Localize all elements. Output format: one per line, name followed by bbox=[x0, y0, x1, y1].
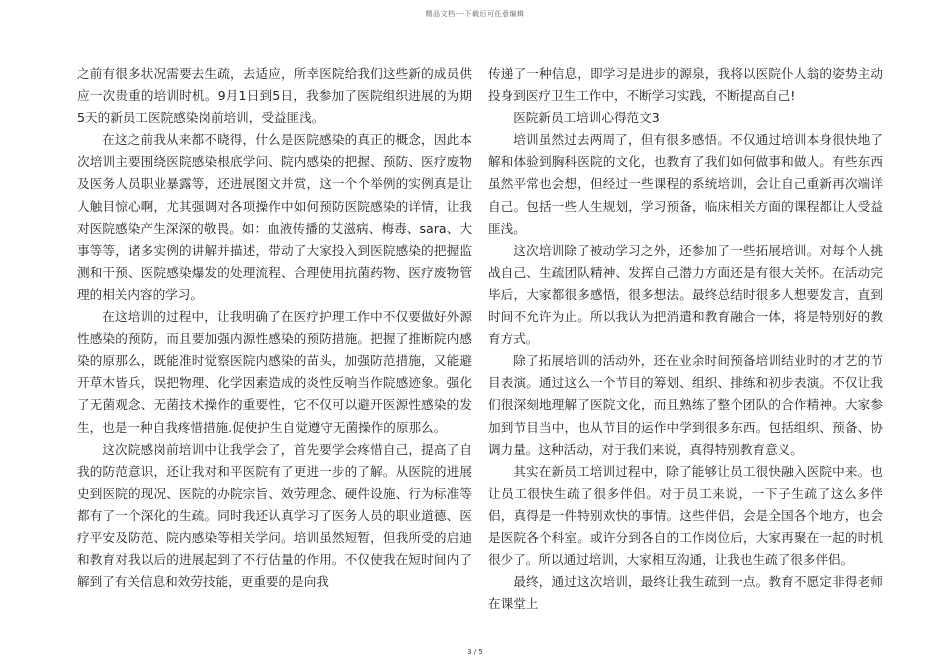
section-heading: 医院新员工培训心得范文3 bbox=[513, 110, 660, 126]
paragraph: 在这培训的过程中，让我明确了在医疗护理工作中不仅要做好外源性感染的预防，而且要加强内源性感染的预防措施。把握了推断院内感染的原那么，既能准时觉察医院内感染的苗头，加强防范措施，又能避开草木皆兵，误把物理、化学因素造成的炎性反响当作院感迹象。强化了无菌观念、无菌技术操作的重要性，它不仅可以避开医源性感染的发生，也是一种自我疼惜措施.促使护生自觉遵守无菌操作的原那么。 bbox=[77, 309, 472, 435]
paragraph: 这次培训除了被动学习之外，还参加了一些拓展培训。对每个人挑战自己、生疏团队精神、发挥自己潜力方面还是有很大关怀。在活动完毕后，大家都很多感悟，很多想法。最终总结时很多人想要发言，直到时间不允许为止。所以我认为把消遣和教育融合一体，将是特别好的教育方式。 bbox=[488, 242, 883, 347]
right-column bbox=[488, 63, 883, 615]
paragraph: 其实在新员工培训过程中，除了能够让员工很快融入医院中来。也让员工很快生疏了很多伴侣。对于员工来说，一下子生疏了这么多伴侣，真得是一件特别欢快的事情。这些伴侣，会是全国各个地方，也会是医院各个科室。或许分到各自的工作岗位后，大家再聚在一起的时机很少了。所以通过培训，大家相互沟通，让我也生疏了很多伴侣。 bbox=[488, 463, 883, 568]
paragraph: 之前有很多状况需要去生疏，去适应，所幸医院给我们这些新的成员供应一次贵重的培训时机。9月1日到5日，我参加了医院组织进展的为期5天的新员工医院感染岗前培训，受益匪浅。 bbox=[77, 66, 472, 126]
paragraph: 除了拓展培训的活动外，还在业余时间预备培训结业时的才艺的节目表演。通过这么一个节目的筹划、组织、排练和初步表演。不仅让我们很深刻地理解了医院文化，而且熟练了整个团队的合作精神。大家参加到节目当中，也从节目的运作中学到很多东西。包括组织、预备、协调力量。这种活动，对于我们来说，真得特别教育意义。 bbox=[488, 353, 883, 457]
left-column bbox=[77, 63, 472, 593]
page-header: 精品文档---下载后可任意编辑 bbox=[425, 10, 525, 18]
paragraph: 传递了一种信息，即学习是进步的源泉，我将以医院仆人翁的姿势主动投身到医疗卫生工作中，不断学习实践，不断提高自己! bbox=[488, 66, 883, 104]
paragraph: 在这之前我从来都不晓得，什么是医院感染的真正的概念，因此本次培训主要围绕医院感染根底学问、院内感染的把握、预防、医疗废物及医务人员职业暴露等，还进展图文并赏，这一个个举例的实例真是让人触目惊心啊，尤其强调对各项操作中如何预防医院感染的详情，让我对医院感染产生深深的敬畏。如：血液传播的艾滋病、梅毒、sara、大事等等，诸多实例的讲解并描述，带动了大家投入到医院感染的把握监测和干预、医院感染爆发的处理流程、合理使用抗菌药物、医疗废物管理的相关内容的学习。 bbox=[77, 132, 472, 302]
paragraph: 最终，通过这次培训，最终让我生疏到一点。教育不愿定非得老师在课堂上 bbox=[488, 574, 883, 612]
paragraph: 这次院感岗前培训中让我学会了，首先要学会疼惜自己，提高了自我的防范意识，还让我对和平医院有了更进一步的了解。从医院的进展史到医院的现况、医院的办院宗旨、效劳理念、硬件设施、行为标准等都有了一个深化的生疏。同时我还认真学习了医务人员的职业道德、医疗平安及防范、院内感染等相关学问。培训虽然短暂，但我所受的启迪和教育对我以后的进展起到了不行估量的作用。不仅使我在短时间内了解到了有关信息和效劳技能，更重要的是向我 bbox=[77, 441, 472, 590]
paragraph: 培训虽然过去两周了，但有很多感悟。不仅通过培训本身很快地了解和体验到胸科医院的文化，也教育了我们如何做事和做人。有些东西虽然平常也会想，但经过一些课程的系统培训，会让自己重新再次端详自己。包括一些人生规划，学习预备，临床相关方面的课程都让人受益匪浅。 bbox=[488, 132, 883, 236]
page-number: 3 / 5 bbox=[467, 648, 483, 656]
